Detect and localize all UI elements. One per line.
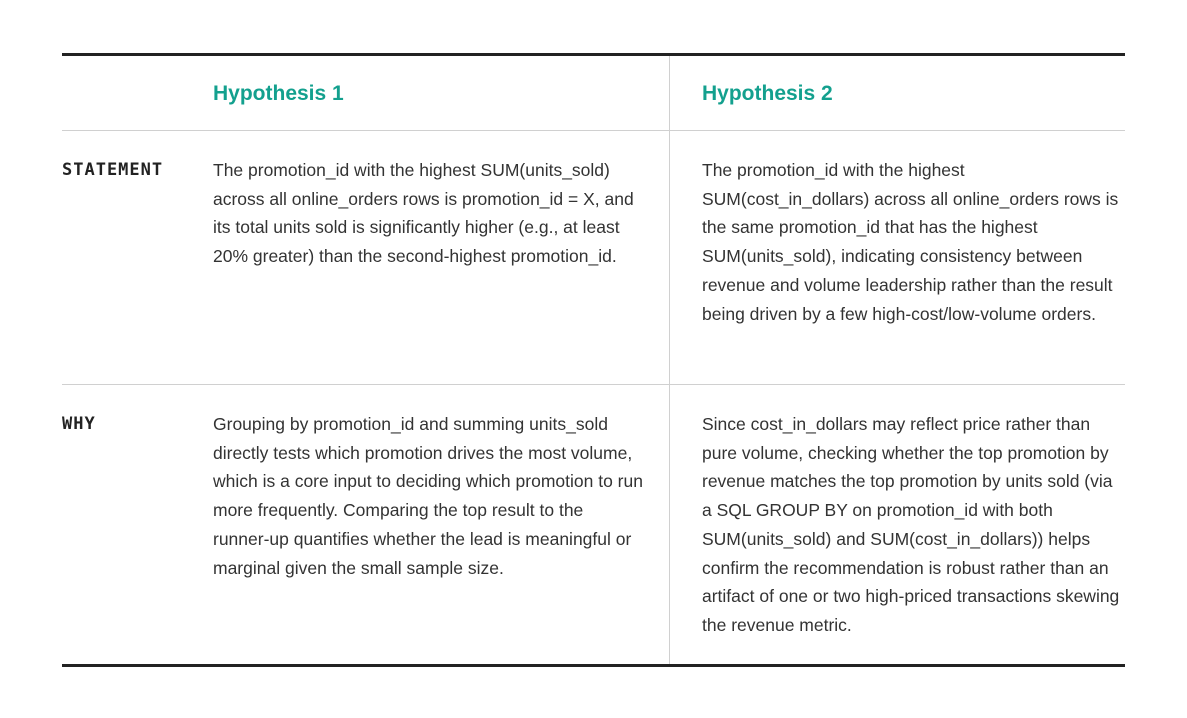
hypothesis-table <box>62 53 1125 667</box>
column-header-hypothesis-2: Hypothesis 2 <box>702 82 833 105</box>
row-divider-statement <box>62 384 1125 385</box>
column-divider <box>669 56 670 664</box>
row-label-why: WHY <box>62 414 96 434</box>
why-hypothesis-1: Grouping by promotion_id and summing units_sold directly tests which promotion drives the most volume, which is a core input to deciding which promotion to run more frequently. Comparing the top result to the runner-up quantifies whether the lead is meaningful or marginal given the small sample size. <box>213 414 643 578</box>
row-divider-header <box>62 130 1125 131</box>
why-hypothesis-2: Since cost_in_dollars may reflect price rather than pure volume, checking whether the top promotion by revenue matches the top promotion by units sold (via a SQL GROUP BY on promotion_id with both SUM(units_sold) and SUM(cost_in_dollars)) helps confirm the recommendation is robust rather than an artifact of one or two high-priced transactions skewing the revenue metric. <box>702 414 1120 635</box>
statement-hypothesis-2: The promotion_id with the highest SUM(cost_in_dollars) across all online_orders rows is the same promotion_id that has the highest SUM(units_sold), indicating consistency between revenue and volume leadership rather than the result being driven by a few high-cost/low-volume orders. <box>702 160 1119 324</box>
row-label-statement: STATEMENT <box>62 160 164 180</box>
statement-hypothesis-1: The promotion_id with the highest SUM(units_sold) across all online_orders rows is promotion_id = X, and its total units sold is significantly higher (e.g., at least 20% greater) than the second-highest promotion_id. <box>213 160 634 267</box>
column-header-hypothesis-1: Hypothesis 1 <box>213 82 344 105</box>
